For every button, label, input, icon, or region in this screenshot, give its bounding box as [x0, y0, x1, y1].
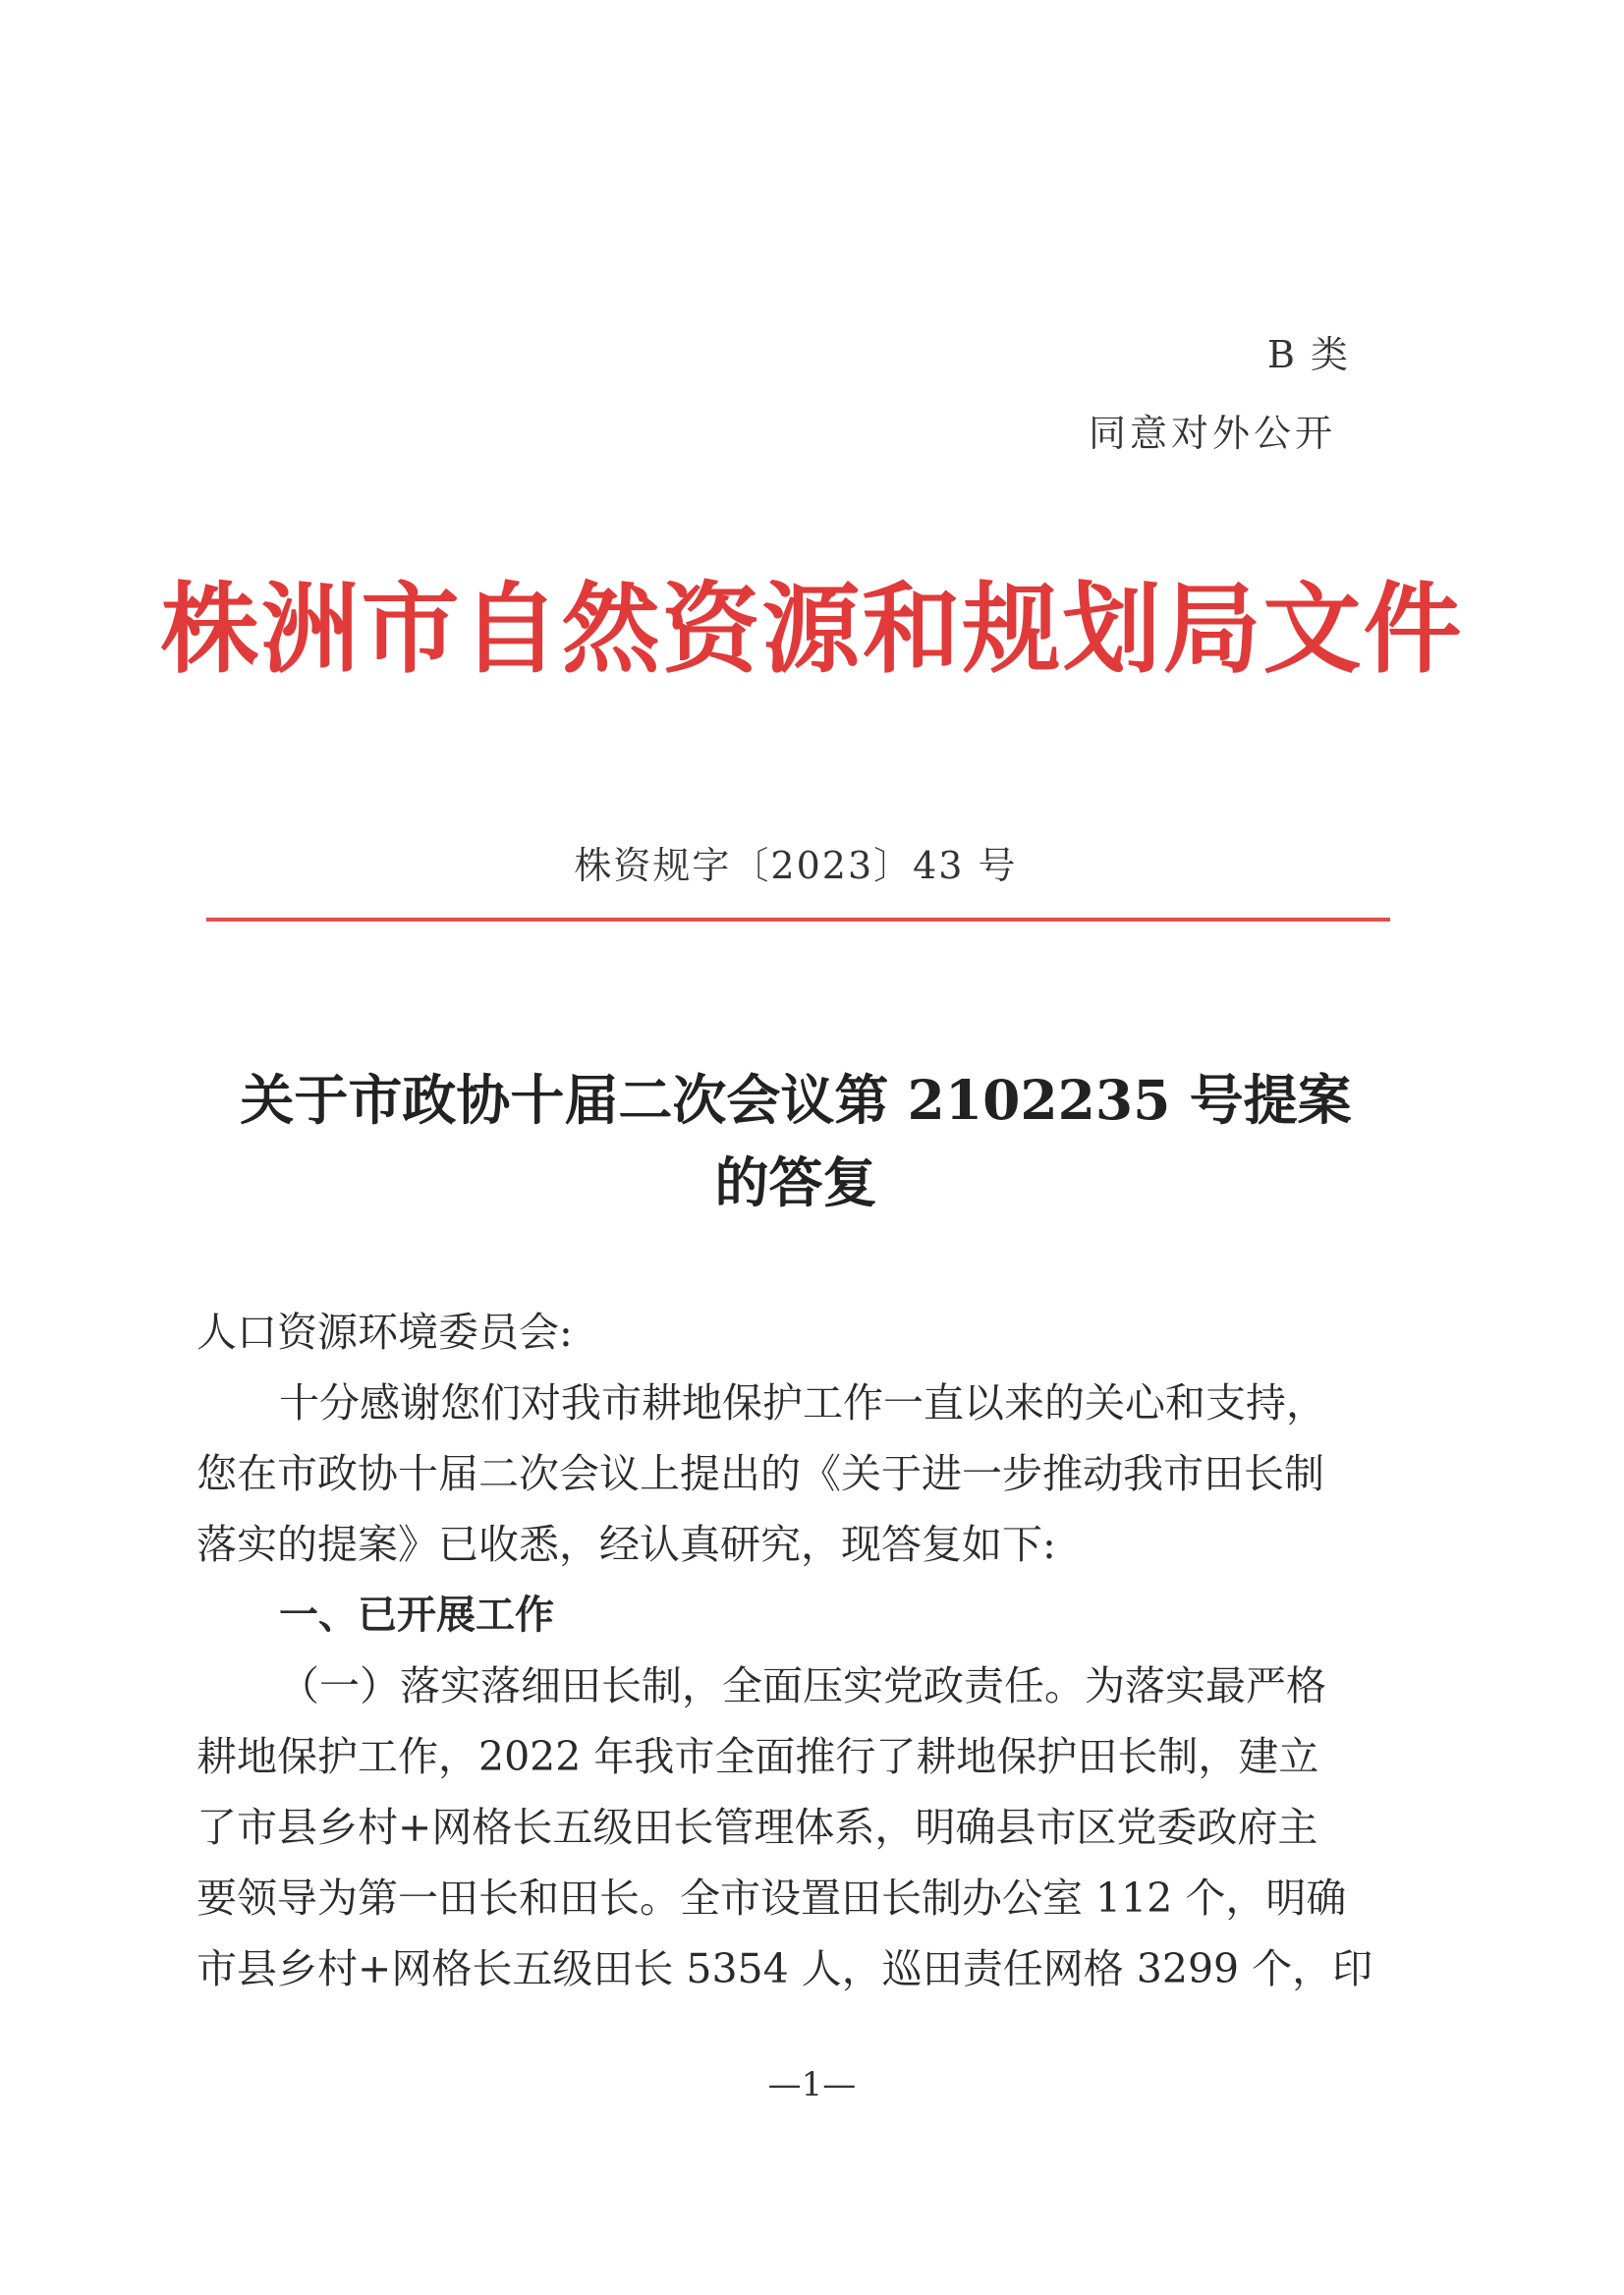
document-number: 株资规字〔2023〕43 号 — [574, 844, 1018, 887]
paragraph-2-line-3: 了市县乡村+网格长五级田长管理体系，明确县市区党委政府主 — [196, 1804, 1318, 1851]
paragraph-2-line-4: 要领导为第一田长和田长。全市设置田长制办公室 112 个，明确 — [196, 1875, 1347, 1922]
masthead-title: 株洲市自然资源和规划局文件 — [160, 572, 1464, 687]
paragraph-2-line-2: 耕地保护工作，2022 年我市全面推行了耕地保护田长制，建立 — [196, 1733, 1319, 1780]
paragraph-2-line-1: （一）落实落细田长制，全面压实党政责任。为落实最严格 — [279, 1662, 1326, 1709]
paragraph-1-line-2: 您在市政协十届二次会议上提出的《关于进一步推动我市田长制 — [196, 1450, 1324, 1497]
paragraph-1-line-3: 落实的提案》已收悉，经认真研究，现答复如下: — [196, 1521, 1056, 1568]
section-1-heading: 一、已开展工作 — [279, 1593, 554, 1638]
document-body — [196, 1297, 1390, 2004]
classification-label: B 类 — [1267, 333, 1351, 376]
page-number: —1— — [767, 2065, 857, 2104]
salutation: 人口资源环境委员会: — [196, 1309, 573, 1356]
document-title — [0, 1059, 1592, 1224]
publicity-label: 同意对外公开 — [1089, 412, 1337, 455]
red-divider — [206, 918, 1390, 922]
title-line-2: 的答复 — [714, 1150, 877, 1214]
paragraph-2-line-5: 市县乡村+网格长五级田长 5354 人，巡田责任网格 3299 个，印 — [196, 1945, 1373, 1992]
paragraph-1-line-1: 十分感谢您们对我市耕地保护工作一直以来的关心和支持， — [279, 1379, 1326, 1427]
title-line-1: 关于市政协十届二次会议第 2102235 号提案 — [240, 1068, 1352, 1132]
